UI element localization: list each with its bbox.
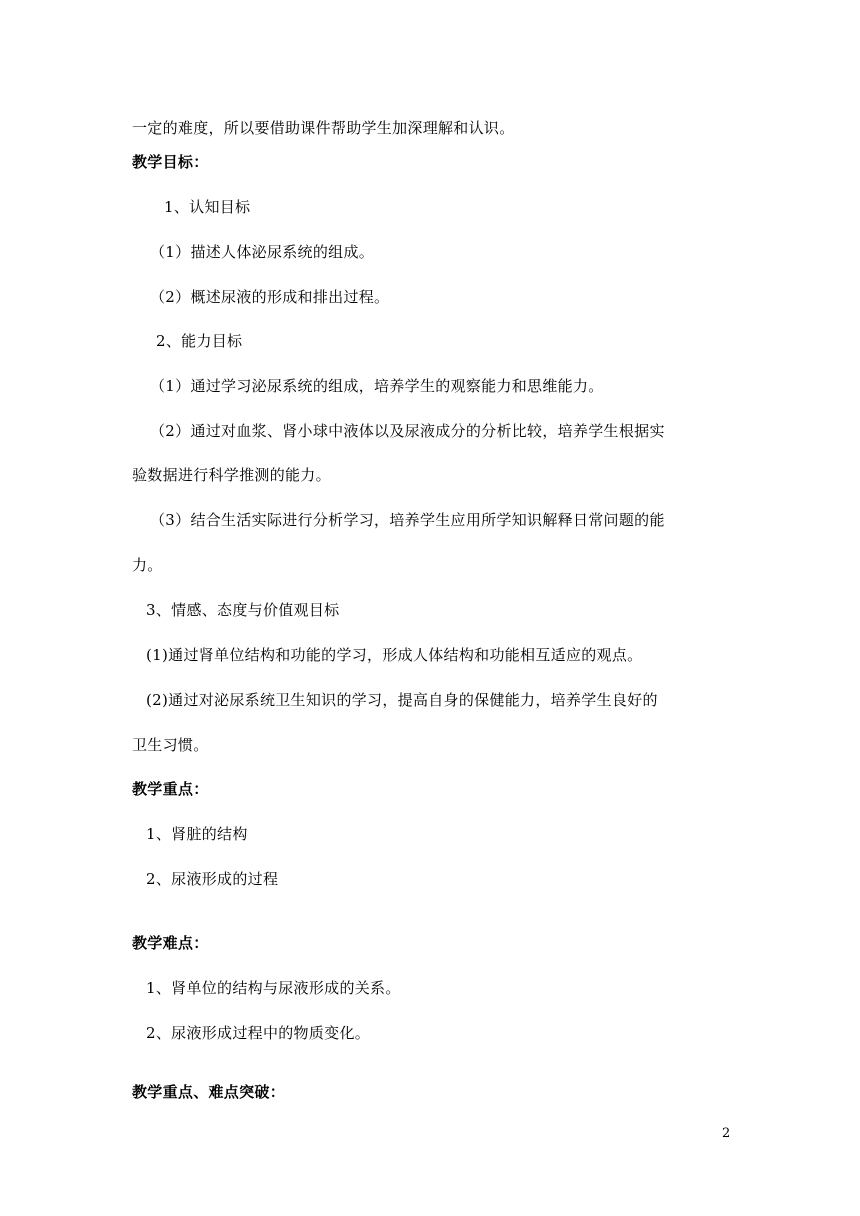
section-heading: 教学重点、难点突破： bbox=[132, 1083, 286, 1101]
subsection-heading: 1、认知目标 bbox=[164, 198, 251, 216]
list-item: (2)通过对泌尿系统卫生知识的学习，提高自身的保健能力，培养学生良好的 bbox=[146, 691, 658, 709]
list-item: 1、肾脏的结构 bbox=[146, 825, 248, 843]
list-item: （2）概述尿液的形成和排出过程。 bbox=[150, 288, 390, 306]
section-heading: 教学重点： bbox=[132, 780, 209, 798]
list-item: （3）结合生活实际进行分析学习，培养学生应用所学知识解释日常问题的能 bbox=[150, 511, 665, 529]
text-line: 验数据进行科学推测的能力。 bbox=[132, 466, 331, 484]
list-item: （2）通过对血浆、肾小球中液体以及尿液成分的分析比较，培养学生根据实 bbox=[150, 422, 665, 440]
text-line: 卫生习惯。 bbox=[132, 736, 209, 754]
section-heading: 教学目标： bbox=[132, 153, 209, 171]
list-item: （1）描述人体泌尿系统的组成。 bbox=[150, 243, 375, 261]
page-number: 2 bbox=[722, 1126, 731, 1141]
text-line: 力。 bbox=[132, 556, 163, 574]
section-heading: 教学难点： bbox=[132, 934, 209, 952]
subsection-heading: 3、情感、态度与价值观目标 bbox=[146, 601, 340, 619]
subsection-heading: 2、能力目标 bbox=[156, 332, 243, 350]
list-item: （1）通过学习泌尿系统的组成，培养学生的观察能力和思维能力。 bbox=[150, 377, 604, 395]
list-item: 2、尿液形成过程中的物质变化。 bbox=[146, 1024, 371, 1042]
text-line: 一定的难度，所以要借助课件帮助学生加深理解和认识。 bbox=[132, 119, 515, 137]
list-item: 1、肾单位的结构与尿液形成的关系。 bbox=[146, 979, 401, 997]
list-item: 2、尿液形成的过程 bbox=[146, 870, 279, 888]
list-item: (1)通过肾单位结构和功能的学习，形成人体结构和功能相互适应的观点。 bbox=[146, 646, 643, 664]
